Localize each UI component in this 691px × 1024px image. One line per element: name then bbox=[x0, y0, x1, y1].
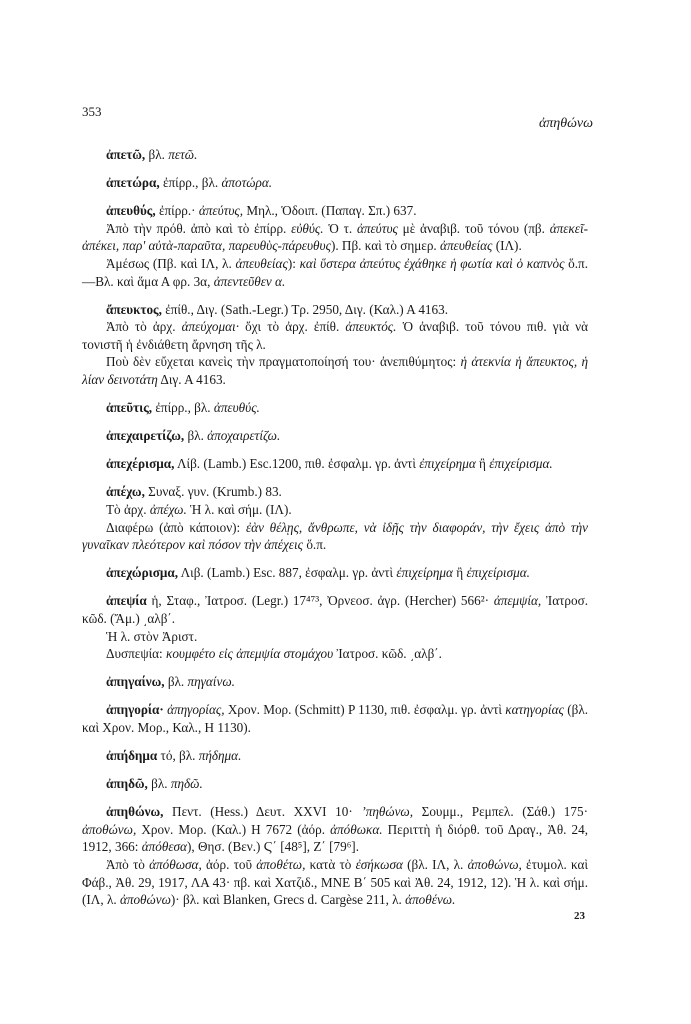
text: (βλ. ΙΛ, λ. bbox=[402, 857, 468, 872]
entry-definition bbox=[82, 592, 588, 627]
italic-text: ἀπόθωσα, bbox=[149, 857, 202, 872]
italic-text: ἀποθένω. bbox=[405, 892, 456, 908]
entry-paragraph bbox=[82, 856, 588, 909]
italic-text: εὐθύς. bbox=[291, 220, 324, 236]
text: Ἰατροσ. κῶδ. ͵αλβ΄. bbox=[333, 646, 442, 662]
text: βλ. bbox=[147, 776, 171, 792]
page-number: 353 bbox=[82, 104, 102, 119]
entry-definition bbox=[82, 747, 588, 765]
text: ἐπίρρ., βλ. bbox=[152, 400, 214, 416]
text: ἐπίθ., Διγ. (Sath.-Legr.) Τρ. 2950, Διγ. (Καλ.) Α 4163. bbox=[161, 301, 448, 317]
text: κατὰ τὸ bbox=[305, 857, 356, 872]
text: Σουμμ., Ρεμπελ. (Σάθ.) 175· bbox=[413, 804, 588, 820]
italic-text: ʼπηθώνω, bbox=[361, 804, 414, 820]
dictionary-entry bbox=[82, 701, 588, 736]
text: ἐπίρρ.· bbox=[155, 203, 199, 219]
italic-text: ἐπιχείρημα bbox=[419, 456, 476, 472]
entry-definition bbox=[82, 803, 588, 856]
entry-paragraph bbox=[82, 255, 588, 290]
dictionary-entry bbox=[82, 592, 588, 662]
italic-text: κατηγορίας bbox=[505, 702, 564, 718]
headword: ἀπέχω, bbox=[106, 484, 145, 500]
entry-paragraph bbox=[82, 318, 588, 353]
dictionary-entry bbox=[82, 803, 588, 909]
text: ): bbox=[287, 255, 300, 271]
dictionary-entry bbox=[82, 455, 588, 473]
entry-definition bbox=[82, 701, 588, 736]
headword: ἀπηθώνω, bbox=[106, 804, 164, 820]
headword: ἀπηγαίνω, bbox=[106, 674, 165, 690]
text: Ἀπὸ τὴν πρόθ. ἀπὸ καὶ τὸ ἐπίρρ. bbox=[106, 220, 292, 236]
italic-text: καὶ ὕστερα ἀπεύτυς ἐχάθηκε ἡ φωτία καὶ ὁ καπνὸς bbox=[299, 255, 565, 271]
entry-definition bbox=[82, 775, 588, 793]
text: ἡ, Σταφ., Ἰατροσ. (Legr.) 17⁴⁷³, Ὀρνεοσ. ἀγρ. (Hercher) 566²· bbox=[146, 593, 494, 609]
text: Μηλ., Ὁδοιπ. (Παπαγ. Σπ.) 637. bbox=[243, 203, 417, 219]
text: βλ. bbox=[145, 147, 169, 162]
italic-text: ἀποθώνω bbox=[119, 892, 171, 908]
dictionary-entry bbox=[82, 775, 588, 793]
italic-text: ἀπευθείας bbox=[440, 238, 493, 254]
text: ὅ.π. bbox=[303, 537, 327, 553]
italic-text: πηδῶ. bbox=[170, 776, 203, 792]
italic-text: ἀπεύτυς, bbox=[198, 203, 244, 219]
text: Ποὺ δὲν εὔχεται κανεὶς τὴν πραγματοποίησή του· ἀνεπιθύμητος: bbox=[106, 354, 461, 370]
text: Χρον. Μορ. (Καλ.) Η 7672 (ἀόρ. bbox=[136, 821, 331, 837]
italic-text: ἀποθώνω, bbox=[82, 821, 137, 837]
text: Τὸ ἀρχ. bbox=[106, 502, 150, 517]
italic-text: ἀπεύτυς bbox=[356, 220, 398, 236]
entry-paragraph bbox=[82, 501, 588, 519]
text: Συναξ. γυν. (Krumb.) 83. bbox=[144, 484, 282, 500]
text: Ἀπὸ τὸ bbox=[106, 857, 150, 872]
italic-text: ἐπιχείρισμα. bbox=[489, 456, 553, 472]
entry-definition bbox=[82, 564, 588, 582]
entry-paragraph bbox=[82, 519, 588, 554]
text: Χρον. Μορ. (Schmitt) P 1130, πιθ. ἐσφαλμ. γρ. ἀντὶ bbox=[224, 702, 506, 718]
text: Ἀπὸ τὸ ἀρχ. bbox=[106, 319, 182, 335]
entry-paragraph bbox=[82, 628, 588, 646]
headword: ἀπετώρα, bbox=[106, 175, 160, 191]
dictionary-entry bbox=[82, 301, 588, 389]
headword: ἀπήδημα bbox=[106, 748, 158, 764]
text: ὅ.π.—Βλ. καὶ ἅμα Α φρ. 3α, bbox=[82, 255, 588, 289]
text: Ἀμέσως (Πβ. καὶ ΙΛ, λ. bbox=[106, 255, 236, 271]
entry-definition bbox=[82, 427, 588, 445]
entry-paragraph bbox=[82, 645, 588, 663]
text: Ὁ τ. bbox=[323, 220, 357, 236]
text: ἢ bbox=[452, 565, 467, 581]
dictionary-entry bbox=[82, 427, 588, 445]
text: Πεντ. (Hess.) Δευτ. XXVI 10· bbox=[163, 804, 362, 820]
headword: ἀπεχώρισμα, bbox=[106, 565, 179, 581]
text: (ΙΛ). bbox=[492, 238, 522, 254]
entry-definition bbox=[82, 673, 588, 691]
text: βλ. bbox=[184, 428, 208, 444]
text: ἀόρ. τοῦ bbox=[201, 857, 257, 872]
entry-paragraph bbox=[82, 220, 588, 255]
text: βλ. bbox=[164, 674, 188, 690]
text: τό, βλ. bbox=[157, 748, 199, 764]
dictionary-entry bbox=[82, 399, 588, 417]
italic-text: πήδημα. bbox=[198, 748, 242, 764]
running-head: ἀπηθώνω bbox=[538, 116, 593, 131]
text: Ἡ λ. καὶ σήμ. (ΙΛ). bbox=[186, 502, 292, 517]
text: Διγ. Α 4163. bbox=[157, 372, 226, 388]
printer-signature: 23 bbox=[574, 910, 585, 922]
italic-text: ἀποθέτω, bbox=[256, 857, 306, 872]
text: )· βλ. καὶ Blanken, Grecs d. Cargèse 211, λ. bbox=[170, 892, 406, 908]
italic-text: ἀποχαιρετίζω. bbox=[207, 428, 281, 444]
dictionary-entry bbox=[82, 747, 588, 765]
entry-definition bbox=[82, 146, 588, 164]
headword: ἀπεῦτις, bbox=[106, 400, 153, 416]
italic-text: πετῶ. bbox=[168, 147, 198, 162]
entry-definition bbox=[82, 483, 588, 501]
italic-text: πηγαίνω. bbox=[187, 674, 235, 690]
headword: ἀπετῶ, bbox=[106, 147, 146, 162]
text: ), Θησ. (Βεν.) Ϛ΄ [48⁵], Ζ΄ [79⁶]. bbox=[186, 839, 359, 855]
text: μὲ ἀναβιβ. τοῦ τόνου (πβ. bbox=[397, 220, 550, 236]
italic-text: ἀπόθωκα. bbox=[330, 821, 383, 837]
entry-paragraph bbox=[82, 353, 588, 388]
headword: ἀπεχέρισμα, bbox=[106, 456, 175, 472]
text: ἐπίρρ., βλ. bbox=[159, 175, 222, 191]
text: ὄχι τὸ ἀρχ. ἐπίθ. bbox=[239, 319, 346, 335]
text: Λιβ. (Lamb.) Esc. 887, ἐσφαλμ. γρ. ἀντὶ bbox=[178, 565, 397, 581]
entry-definition bbox=[82, 174, 588, 192]
headword: ἀπεψία bbox=[106, 593, 147, 609]
text: (βλ. καὶ Χρον. Μορ., Καλ., Η 1130). bbox=[82, 702, 589, 735]
text: Δυσπεψία: bbox=[106, 646, 166, 662]
text: ἐτυμολ. καὶ Φάβ., Ἀθ. 29, 1917, ΛΑ 43· πβ. καὶ Χατζιδ., ΜΝΕ Β΄ 505 καὶ Ἀθ. 24, 1912, 12). Ἡ λ. καὶ σήμ. (ΙΛ, λ. bbox=[82, 857, 588, 908]
italic-text: ἀπεκεῖ-ἀπέκει, παρ' αὐτὰ-παραῦτα, παρευθὺς-πάρευθυς bbox=[82, 220, 588, 254]
dictionary-entry bbox=[82, 146, 588, 164]
dictionary-entry bbox=[82, 564, 588, 582]
text: Διαφέρω (ἀπὸ κάποιον): bbox=[106, 519, 246, 535]
headword: ἀπευθύς, bbox=[106, 203, 156, 219]
italic-text: ἀπόθεσα bbox=[141, 839, 187, 855]
headword: ἄπευκτος, bbox=[106, 301, 162, 317]
dictionary-entry bbox=[82, 483, 588, 553]
dictionary-entry bbox=[82, 174, 588, 192]
entry-definition bbox=[82, 202, 588, 220]
entry-definition bbox=[82, 399, 588, 417]
italic-text: ἀποτώρα. bbox=[221, 175, 273, 191]
italic-text: κουμφέτο εἰς ἀπεμψία στομάχου bbox=[166, 646, 334, 662]
text: ἢ bbox=[475, 456, 490, 472]
entry-definition bbox=[82, 455, 588, 473]
italic-text: ἀπεντεῦθεν α. bbox=[213, 273, 286, 289]
italic-text: ἀπηγορίας, bbox=[167, 702, 225, 718]
italic-text: ἀπευθύς. bbox=[213, 400, 260, 416]
italic-text: ἡ ἀτεκνία ἡ ἄπευκτος, ἡ λίαν δεινοτάτη bbox=[82, 354, 588, 388]
text: Ἡ λ. στὸν Ἀριστ. bbox=[106, 628, 198, 644]
dictionary-entry bbox=[82, 202, 588, 290]
text: Περιττὴ ἡ διόρθ. τοῦ Δραγ., Ἀθ. 24, 1912, 366: bbox=[82, 821, 589, 855]
italic-text: ἀπευθείας bbox=[235, 255, 288, 271]
italic-text: ἀπεμψία, bbox=[493, 593, 542, 609]
dictionary-entry bbox=[82, 673, 588, 691]
italic-text: ἀποθώνω, bbox=[467, 857, 522, 872]
italic-text: ἀπέχω. bbox=[149, 502, 187, 517]
text: ). Πβ. καὶ τὸ σημερ. bbox=[330, 238, 441, 254]
text: Λίβ. (Lamb.) Esc.1200, πιθ. ἐσφαλμ. γρ. ἀντὶ bbox=[174, 456, 420, 472]
italic-text: ἀπευκτός. bbox=[345, 319, 397, 335]
entry-definition bbox=[82, 301, 588, 319]
italic-text: ἐσήκωσα bbox=[355, 857, 403, 872]
italic-text: ἐὰν θέλῃς, ἄνθρωπε, νὰ ἰδῇς τὴν διαφοράν, τὴν ἔχεις ἀπὸ τὴν γυναῖκαν πλεότερον καὶ πόσον τὴν ἀπέχεις bbox=[82, 519, 588, 553]
dictionary-entries bbox=[82, 146, 588, 909]
italic-text: ἐπιχείρημα bbox=[396, 565, 453, 581]
headword: ἀπεχαιρετίζω, bbox=[106, 428, 185, 444]
headword: ἀπηδῶ, bbox=[106, 776, 148, 792]
italic-text: ἀπεύχομαι· bbox=[181, 319, 240, 335]
italic-text: ἐπιχείρισμα. bbox=[466, 565, 530, 581]
text: Ὁ ἀναβιβ. τοῦ τόνου πιθ. γιὰ νὰ τονιστῆ ἡ ἐνδιάθετη ἄρνηση τῆς λ. bbox=[82, 319, 589, 352]
headword: ἀπηγορία· bbox=[106, 702, 164, 718]
text: Ἰατροσ. κῶδ. (Ἄμ.) ͵αλβ΄. bbox=[82, 593, 588, 626]
